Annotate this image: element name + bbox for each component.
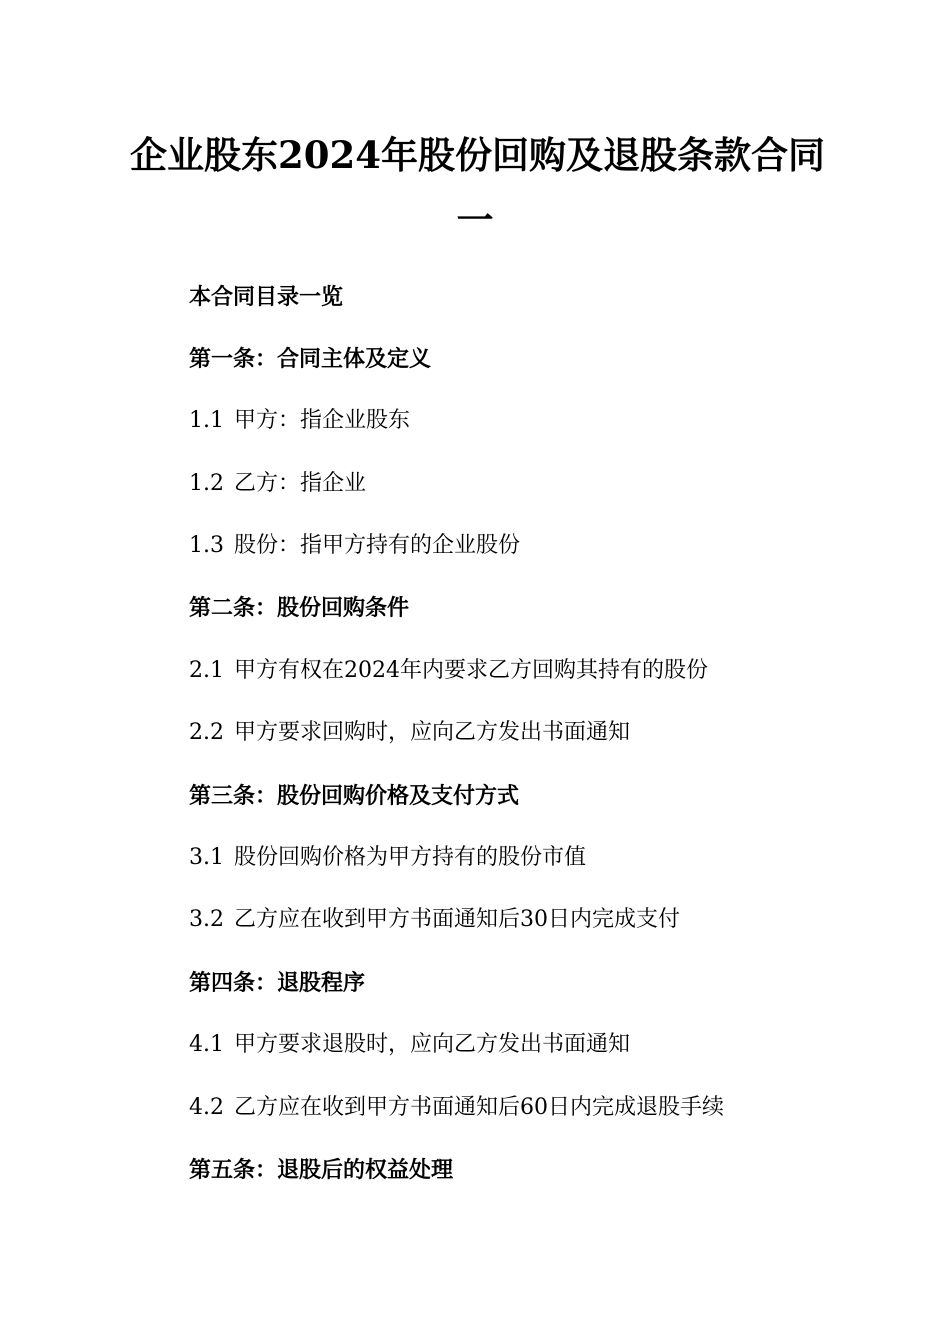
clause-number: 2.2 [189, 720, 224, 745]
clause-item [189, 1094, 724, 1122]
clause-text: 乙方应在收到甲方书面通知后60日内完成退股手续 [234, 1095, 724, 1120]
section-heading: 第三条：股份回购价格及支付方式 [189, 783, 520, 809]
clause-text: 股份：指甲方持有的企业股份 [234, 533, 521, 558]
clause-item [189, 1031, 630, 1059]
clause-text: 甲方要求回购时，应向乙方发出书面通知 [234, 720, 631, 745]
clause-text: 甲方：指企业股东 [234, 408, 411, 433]
clause-item [189, 906, 680, 934]
clause-item [189, 657, 708, 685]
clause-item [189, 470, 366, 498]
clause-number: 2.1 [189, 658, 224, 683]
document-title: 企业股东2024年股份回购及退股条款合同 [130, 133, 825, 177]
clause-item [189, 407, 410, 435]
clause-number: 1.3 [189, 533, 224, 558]
clause-number: 4.1 [189, 1032, 224, 1057]
document-title-continued: 一 [456, 198, 494, 242]
clause-text: 乙方：指企业 [234, 471, 367, 496]
section-heading: 第五条：退股后的权益处理 [189, 1157, 454, 1183]
clause-number: 1.2 [189, 471, 224, 496]
clause-text: 乙方应在收到甲方书面通知后30日内完成支付 [234, 907, 680, 932]
clause-number: 3.2 [189, 907, 224, 932]
clause-item [189, 844, 586, 872]
toc-heading: 本合同目录一览 [189, 284, 344, 310]
clause-item [189, 719, 630, 747]
clause-item [189, 532, 520, 560]
clause-text: 股份回购价格为甲方持有的股份市值 [234, 845, 587, 870]
clause-text: 甲方有权在2024年内要求乙方回购其持有的股份 [234, 658, 708, 683]
clause-number: 4.2 [189, 1095, 224, 1120]
section-heading: 第一条：合同主体及定义 [189, 346, 432, 372]
clause-number: 1.1 [189, 408, 224, 433]
section-heading: 第二条：股份回购条件 [189, 595, 410, 621]
clause-text: 甲方要求退股时，应向乙方发出书面通知 [234, 1032, 631, 1057]
section-heading: 第四条：退股程序 [189, 970, 366, 996]
clause-number: 3.1 [189, 845, 224, 870]
